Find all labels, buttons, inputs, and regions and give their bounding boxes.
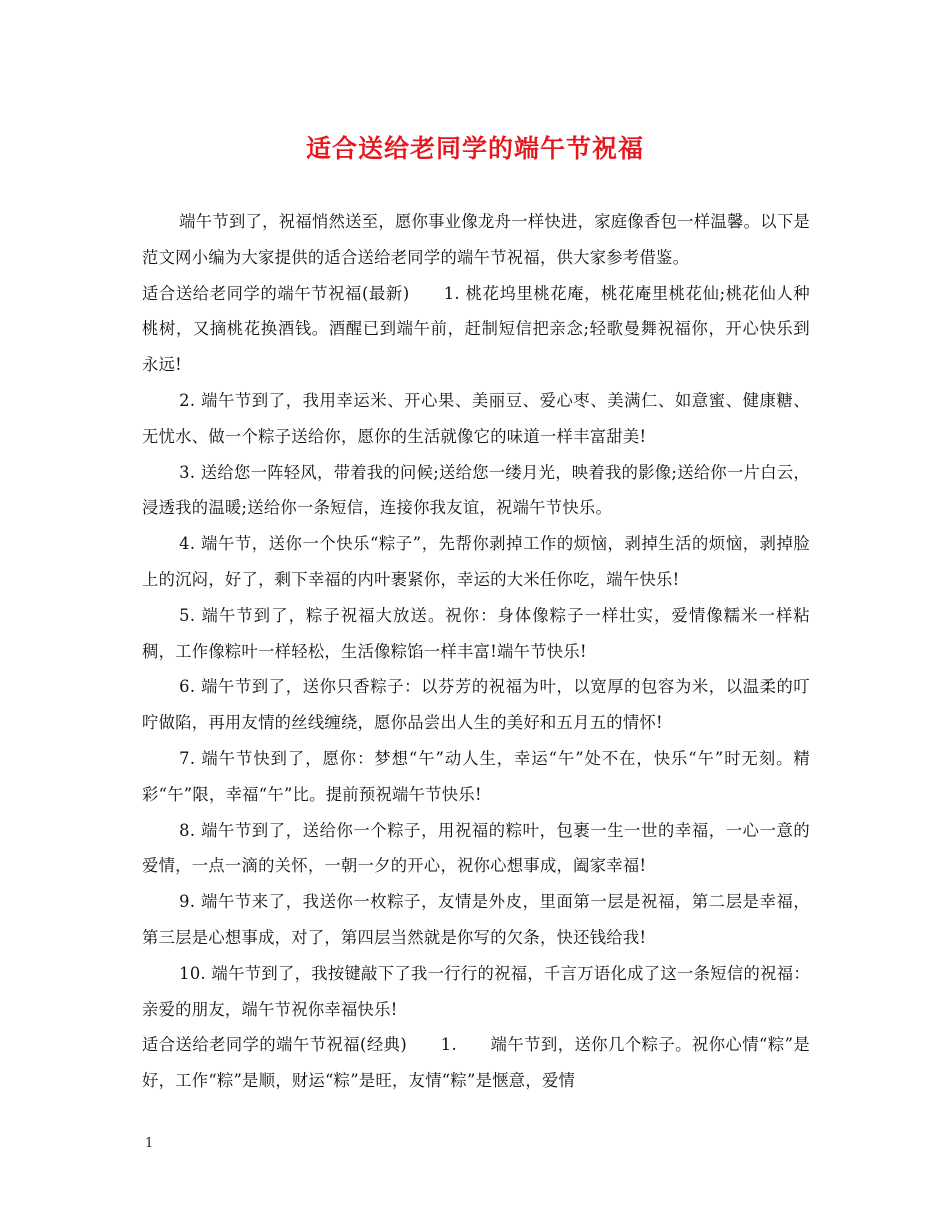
paragraph-item-5: 5. 端午节到了，粽子祝福大放送。祝你：身体像粽子一样壮实，爱情像糯米一样粘稠，工作像粽叶一样轻松，生活像粽馅一样丰富!端午节快乐! [142, 605, 810, 661]
paragraph-section-classic: 适合送给老同学的端午节祝福(经典) 1. 端午节到，送你几个粽子。祝你心情“粽”是好，工作“粽”是顺，财运“粽”是旺，友情“粽”是惬意，爱情 [142, 1035, 810, 1091]
document-title: 适合送给老同学的端午节祝福 [305, 134, 644, 163]
paragraph-item-6: 6. 端午节到了，送你只香粽子：以芬芳的祝福为叶，以宽厚的包容为米，以温柔的叮咛做陷，再用友情的丝线缠绕，愿你品尝出人生的美好和五月五的情怀! [142, 677, 810, 733]
paragraph-item-8: 8. 端午节到了，送给你一个粽子，用祝福的粽叶，包裹一生一世的幸福，一心一意的爱情，一点一滴的关怀，一朝一夕的开心，祝你心想事成，阖家幸福! [142, 820, 810, 876]
paragraph-section-latest: 适合送给老同学的端午节祝福(最新) 1. 桃花坞里桃花庵，桃花庵里桃花仙;桃花仙人种桃树，又摘桃花换酒钱。酒醒已到端午前，赶制短信把亲念;轻歌曼舞祝福你，开心快乐到永远! [142, 283, 810, 375]
document-body [142, 204, 810, 1099]
paragraph-item-3: 3. 送给您一阵轻风，带着我的问候;送给您一缕月光，映着我的影像;送给你一片白云，浸透我的温暖;送给你一条短信，连接你我友谊，祝端午节快乐。 [142, 462, 810, 518]
paragraph-intro: 端午节到了，祝福悄然送至，愿你事业像龙舟一样快进，家庭像香包一样温馨。以下是范文网小编为大家提供的适合送给老同学的端午节祝福，供大家参考借鉴。 [142, 212, 810, 267]
paragraph-item-10: 10. 端午节到了，我按键敲下了我一行行的祝福，千言万语化成了这一条短信的祝福：亲爱的朋友，端午节祝你幸福快乐! [142, 963, 810, 1019]
paragraph-item-9: 9. 端午节来了，我送你一枚粽子，友情是外皮，里面第一层是祝福，第二层是幸福，第三层是心想事成，对了，第四层当然就是你写的欠条，快还钱给我! [142, 892, 810, 947]
paragraph-item-2: 2. 端午节到了，我用幸运米、开心果、美丽豆、爱心枣、美满仁、如意蜜、健康糖、无忧水、做一个粽子送给你，愿你的生活就像它的味道一样丰富甜美! [142, 390, 810, 446]
paragraph-item-7: 7. 端午节快到了，愿你：梦想“午”动人生，幸运“午”处不在，快乐“午”时无刻。精彩“午”限，幸福“午”比。提前预祝端午节快乐! [142, 748, 810, 804]
page-number: 1 [145, 1136, 154, 1151]
paragraph-item-4: 4. 端午节，送你一个快乐“粽子”，先帮你剥掉工作的烦恼，剥掉生活的烦恼，剥掉脸上的沉闷，好了，剩下幸福的内叶裹紧你，幸运的大米任你吃，端午快乐! [142, 534, 810, 589]
